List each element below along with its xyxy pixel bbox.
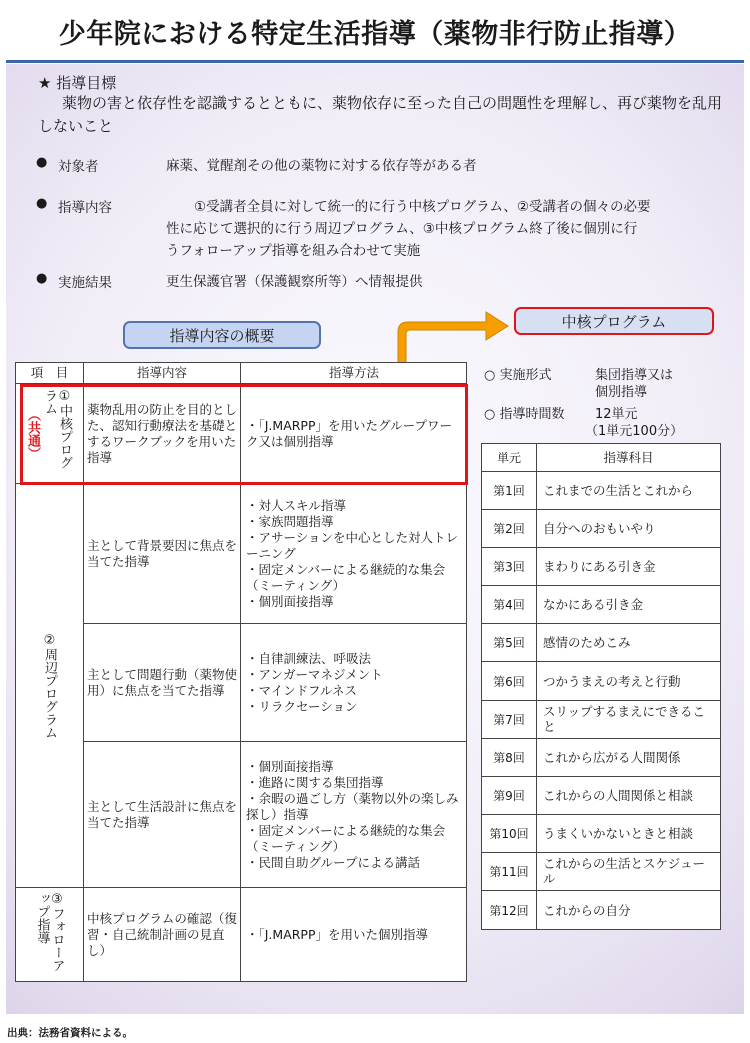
table-row: 第8回 これから広がる人間関係	[482, 739, 720, 777]
item-label: 対象者	[58, 159, 99, 175]
table-row: 第11回 これからの生活とスケジュール	[482, 853, 720, 891]
hours-value-2: （1単元100分）	[585, 424, 684, 439]
header-content: 指導内容	[84, 363, 241, 384]
bullet-icon: ●	[36, 196, 48, 211]
units-header-row	[482, 444, 720, 472]
units-header-subject: 指導科目	[603, 450, 654, 465]
table-row: 第2回 自分へのおもいやり	[482, 510, 720, 548]
format-value-2: 個別指導	[595, 385, 648, 400]
peripheral-content-1: 主として背景要因に焦点を当てた指導	[84, 484, 241, 624]
goal-body: 薬物の害と依存性を認識するとともに、薬物依存に至った自己の問題性を理解し、再び薬物を乱用しないこと	[38, 94, 723, 135]
format-label: ○ 実施形式	[484, 368, 552, 383]
table-row: 第9回 これからの人間関係と相談	[482, 777, 720, 815]
peripheral-method-2: ・自律訓練法、呼吸法 ・アンガーマネジメント ・マインドフルネス ・リラクセーション	[241, 624, 467, 742]
table-row: 第12回 これからの自分	[482, 891, 720, 929]
hours-value-1: 12単元	[595, 407, 638, 422]
table-row: 第3回 まわりにある引き金	[482, 548, 720, 586]
peripheral-content-2: 主として問題行動（薬物使用）に焦点を当てた指導	[84, 624, 241, 742]
core-method: ・「J.MARPP」を用いたグループワーク又は個別指導	[241, 384, 467, 484]
table-row: 第5回 感情のためこみ	[482, 624, 720, 662]
overview-label: 指導内容の概要	[123, 321, 321, 349]
header-method: 指導方法	[241, 363, 467, 384]
table-row: 第6回 つかうまえの考えと行動	[482, 662, 720, 700]
bullet-icon: ●	[36, 271, 48, 286]
followup-item-label: ③フォローアップ指導	[34, 891, 65, 972]
units-table	[481, 443, 721, 930]
core-content: 薬物乱用の防止を目的とした、認知行動療法を基礎とするワークブックを用いた指導	[84, 384, 241, 484]
format-value-1: 集団指導又は	[595, 368, 674, 383]
hours-label: ○ 指導時間数	[484, 407, 565, 422]
item-label: 指導内容	[58, 200, 112, 216]
followup-method: ・「J.MARPP」を用いた個別指導	[246, 926, 429, 942]
table-row: 第10回 うまくいかないときと相談	[482, 815, 720, 853]
table-row: 第1回 これまでの生活とこれから	[482, 472, 720, 510]
item-value: ①受講者全員に対して統一的に行う中核プログラム、②受講者の個々の必要 性に応じて選択的に行う周辺プログラム、③中核プログラム終了後に個別に行 うフォローアップ指導を組み合わせて実施	[166, 199, 651, 259]
peripheral-content-3: 主として生活設計に焦点を当てた指導	[84, 742, 241, 888]
followup-content: 中核プログラムの確認（復習・自己統制計画の見直し）	[84, 888, 241, 981]
page-title: 少年院における特定生活指導（薬物非行防止指導）	[58, 18, 692, 50]
source-note: 出典：法務省資料による。	[7, 1027, 133, 1039]
arrow-icon	[390, 306, 520, 368]
peripheral-method-1: ・対人スキル指導 ・家族問題指導 ・アサーションを中心とした対人トレーニング ・固定メンバーによる継続的な集会（ミーティング） ・個別面接指導	[241, 484, 467, 624]
table-row: 第7回 スリップするまえにできること	[482, 701, 720, 739]
item-value: 麻薬、覚醒剤その他の薬物に対する依存等がある者	[166, 158, 477, 174]
bullet-icon: ●	[36, 155, 48, 170]
goal-heading: ★ 指導目標	[38, 74, 117, 92]
core-item-label: ①中核プログラム	[42, 388, 72, 469]
title-underline	[6, 60, 744, 63]
peripheral-method-3: ・個別面接指導 ・進路に関する集団指導 ・余暇の過ごし方（薬物以外の楽しみ探し）指導 ・固定メンバーによる継続的な集会（ミーティング） ・民間自助グループによる講話	[241, 742, 467, 888]
table-row: 第4回 なかにある引き金	[482, 586, 720, 624]
item-label: 実施結果	[58, 275, 112, 291]
units-header-no: 単元	[482, 444, 537, 471]
core-program-label: 中核プログラム	[514, 307, 714, 335]
peripheral-item-label: ②周辺プログラム	[42, 632, 57, 739]
core-highlight-frame	[20, 384, 468, 485]
item-value: 更生保護官署（保護観察所等）へ情報提供	[166, 274, 423, 290]
followup-item-cell	[16, 888, 84, 981]
shared-label: （共通）	[25, 407, 40, 460]
header-item: 項 目	[16, 363, 84, 384]
peripheral-item-cell	[16, 484, 84, 888]
